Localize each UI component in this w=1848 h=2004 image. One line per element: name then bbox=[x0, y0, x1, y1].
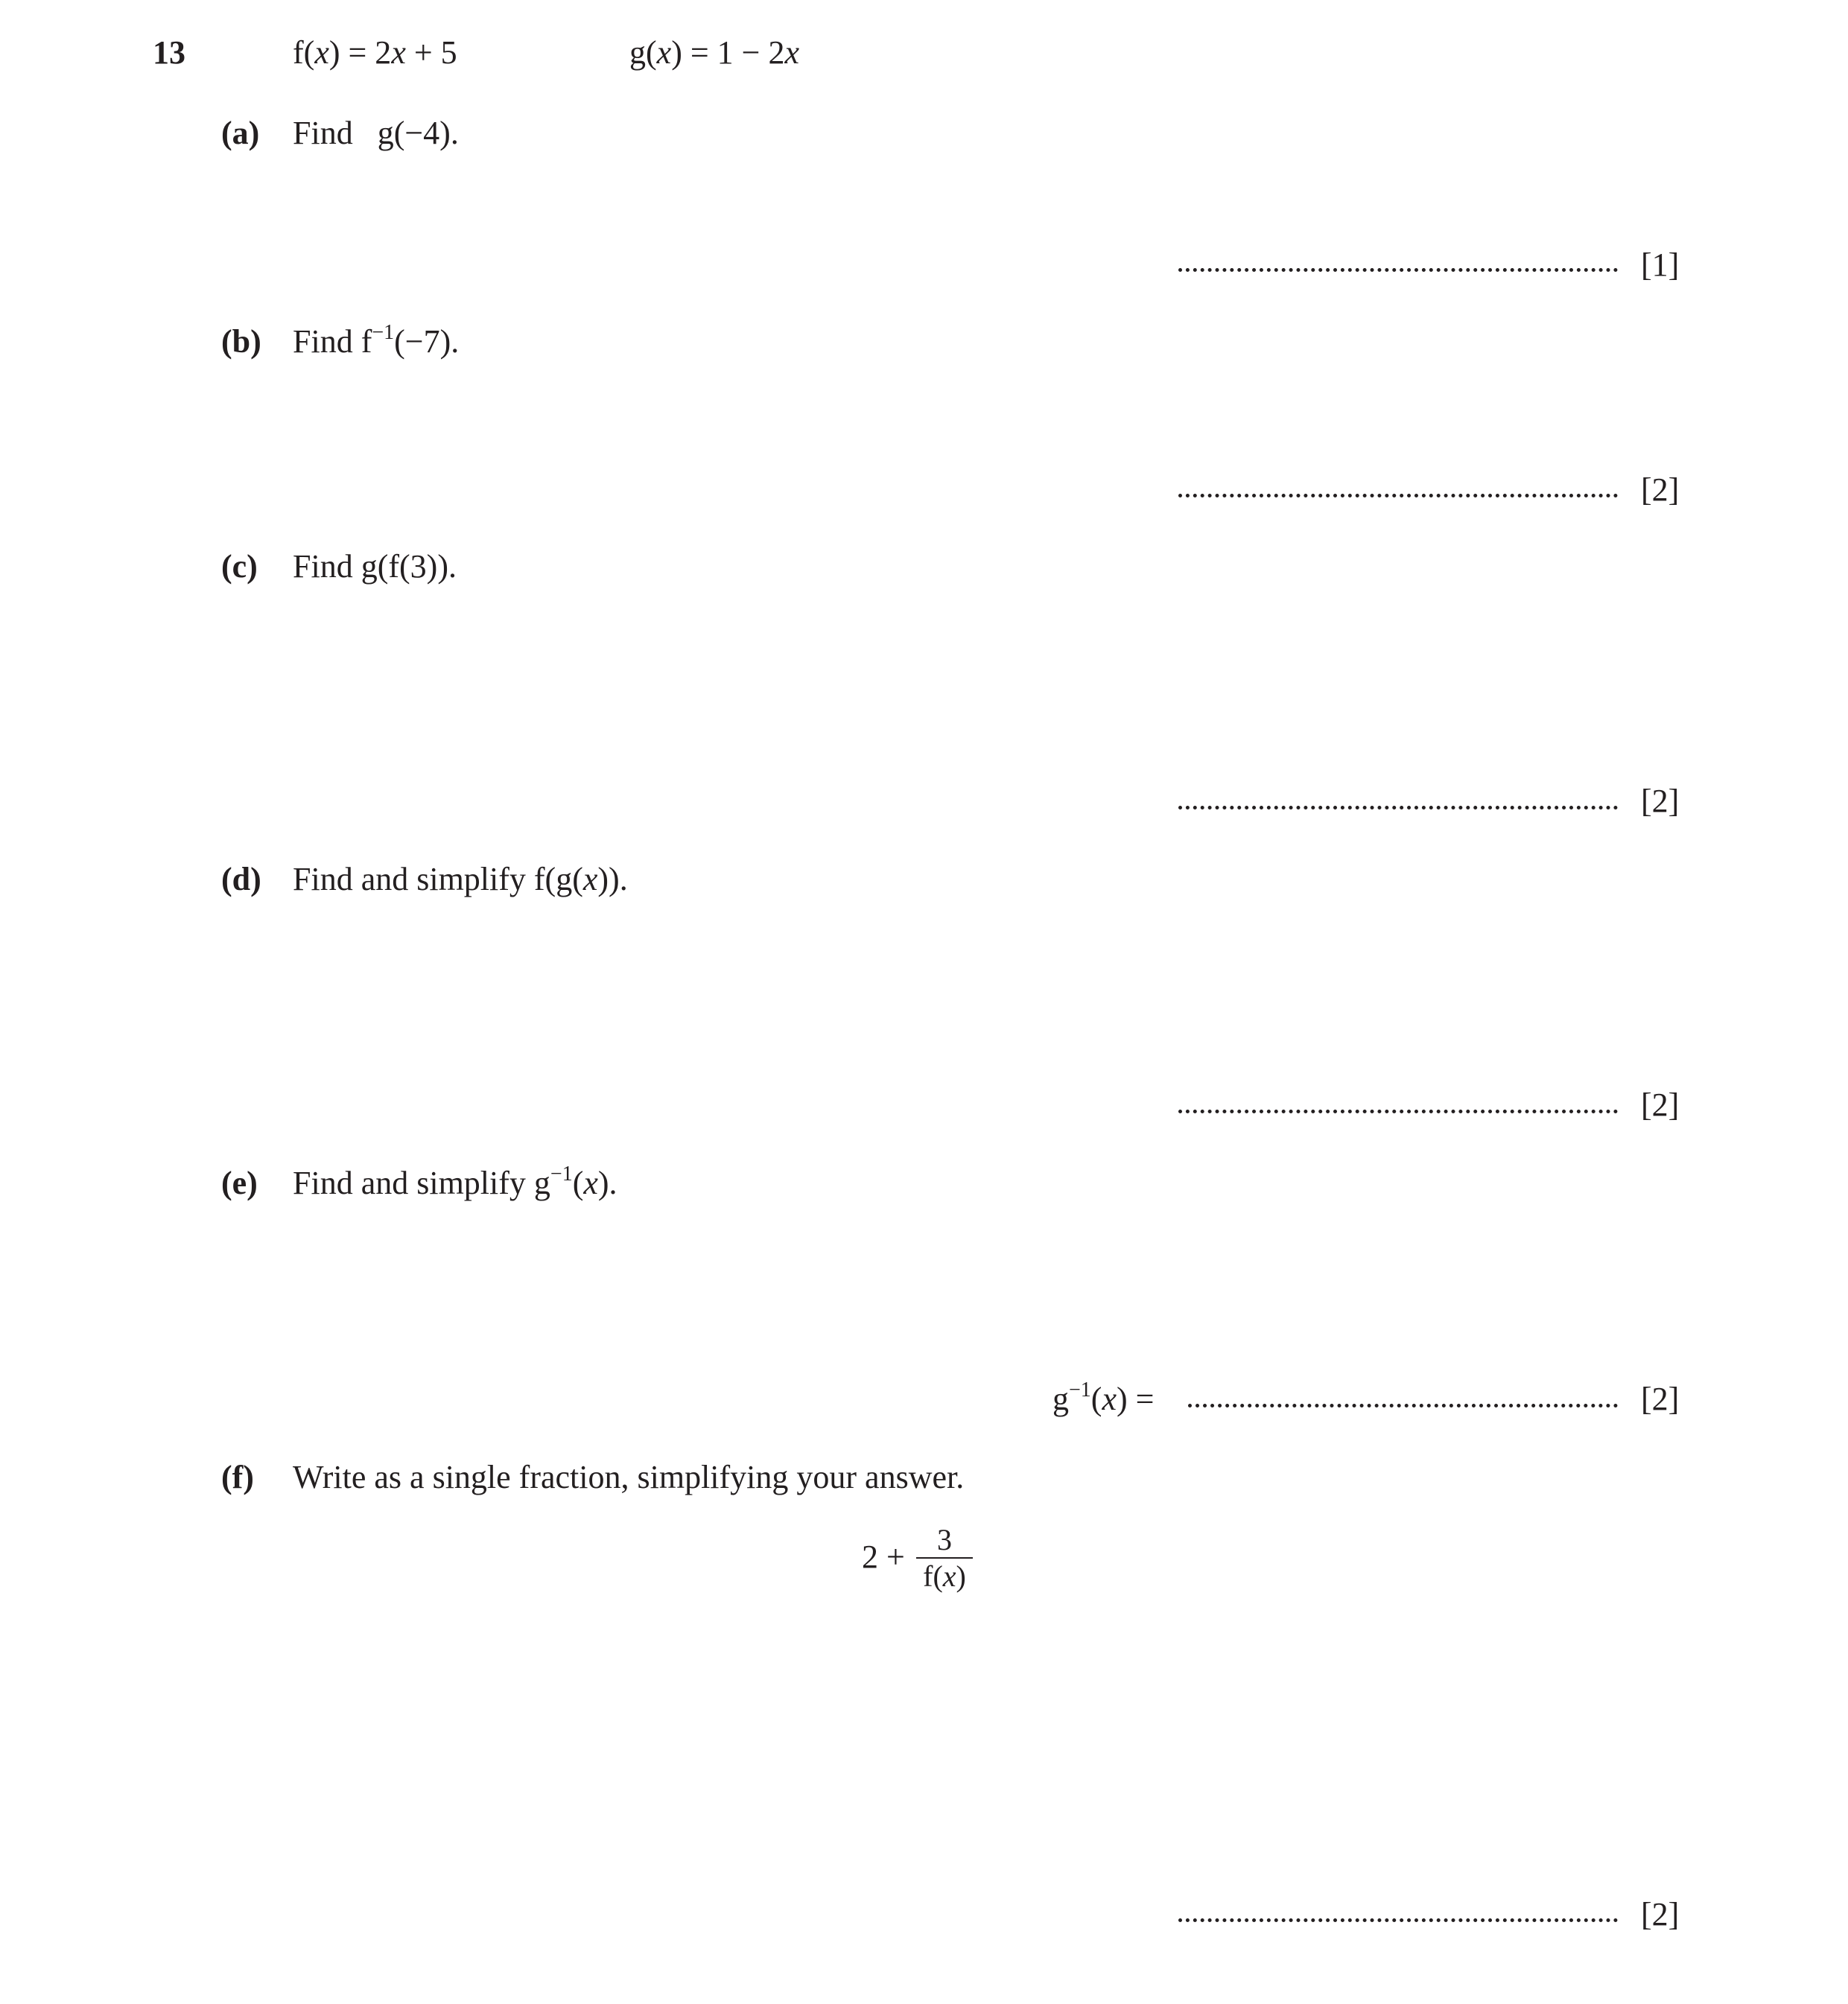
part-d-marks: [2] bbox=[1641, 1087, 1680, 1123]
part-f-denominator: f(x) bbox=[923, 1559, 966, 1593]
question-number: 13 bbox=[153, 34, 185, 71]
part-d-question bbox=[293, 860, 628, 898]
part-f-fraction bbox=[916, 1523, 973, 1594]
part-b-answer-line[interactable] bbox=[1178, 494, 1618, 497]
part-c-working-space[interactable] bbox=[221, 596, 1636, 782]
part-a-text: Find bbox=[293, 115, 353, 151]
part-e-label: (e) bbox=[221, 1165, 258, 1201]
part-c-question bbox=[293, 547, 457, 585]
part-e-answer-line[interactable] bbox=[1188, 1404, 1618, 1407]
part-f-marks: [2] bbox=[1641, 1896, 1680, 1933]
part-a-question bbox=[293, 114, 459, 152]
part-c-label: (c) bbox=[221, 548, 258, 585]
part-d-answer-line[interactable] bbox=[1178, 1110, 1618, 1113]
part-e-question bbox=[293, 1164, 617, 1202]
part-c-expression: g(f(3)). bbox=[361, 548, 457, 585]
part-b-working-space[interactable] bbox=[221, 372, 1636, 469]
part-e-text: Find and simplify bbox=[293, 1165, 526, 1201]
part-f-numerator: 3 bbox=[916, 1523, 973, 1559]
function-g-definition: g(x) = 1 − 2x bbox=[629, 34, 799, 71]
part-b-label: (b) bbox=[221, 323, 261, 360]
part-b-expression: $f^{-1}(-7)$. bbox=[361, 321, 460, 360]
function-f-definition: f(x) = 2x + 5 bbox=[293, 34, 457, 71]
part-d-label: (d) bbox=[221, 861, 261, 897]
part-f-text: Write as a single fraction, simplifying your answer. bbox=[293, 1459, 965, 1495]
part-e-answer-prefix: $g^{-1}(x)$ = bbox=[1052, 1378, 1155, 1417]
part-e-expression: $g^{-1}(x)$. bbox=[533, 1162, 617, 1201]
part-e-marks: [2] bbox=[1641, 1381, 1680, 1417]
part-a-answer-line[interactable] bbox=[1178, 268, 1618, 272]
part-b-question bbox=[293, 322, 459, 360]
part-c-answer-line[interactable] bbox=[1178, 806, 1618, 809]
part-f-working-space[interactable] bbox=[221, 1609, 1636, 1892]
part-d-text: Find and simplify bbox=[293, 861, 526, 897]
part-c-marks: [2] bbox=[1641, 783, 1680, 819]
part-a-expression: g(−4). bbox=[377, 115, 459, 151]
part-e-working-space[interactable] bbox=[221, 1214, 1636, 1370]
part-f-answer-line[interactable] bbox=[1178, 1918, 1618, 1922]
part-d-working-space[interactable] bbox=[221, 909, 1636, 1087]
part-a-marks: [1] bbox=[1641, 246, 1680, 283]
part-b-marks: [2] bbox=[1641, 471, 1680, 508]
part-d-expression: f(g(x)). bbox=[533, 861, 628, 897]
part-a-label: (a) bbox=[221, 115, 260, 151]
part-a-working-space[interactable] bbox=[221, 160, 1636, 249]
part-c-text: Find bbox=[293, 548, 353, 585]
part-f-whole-term: 2 + bbox=[862, 1539, 905, 1575]
part-f-label: (f) bbox=[221, 1459, 254, 1495]
part-b-text: Find bbox=[293, 323, 353, 360]
